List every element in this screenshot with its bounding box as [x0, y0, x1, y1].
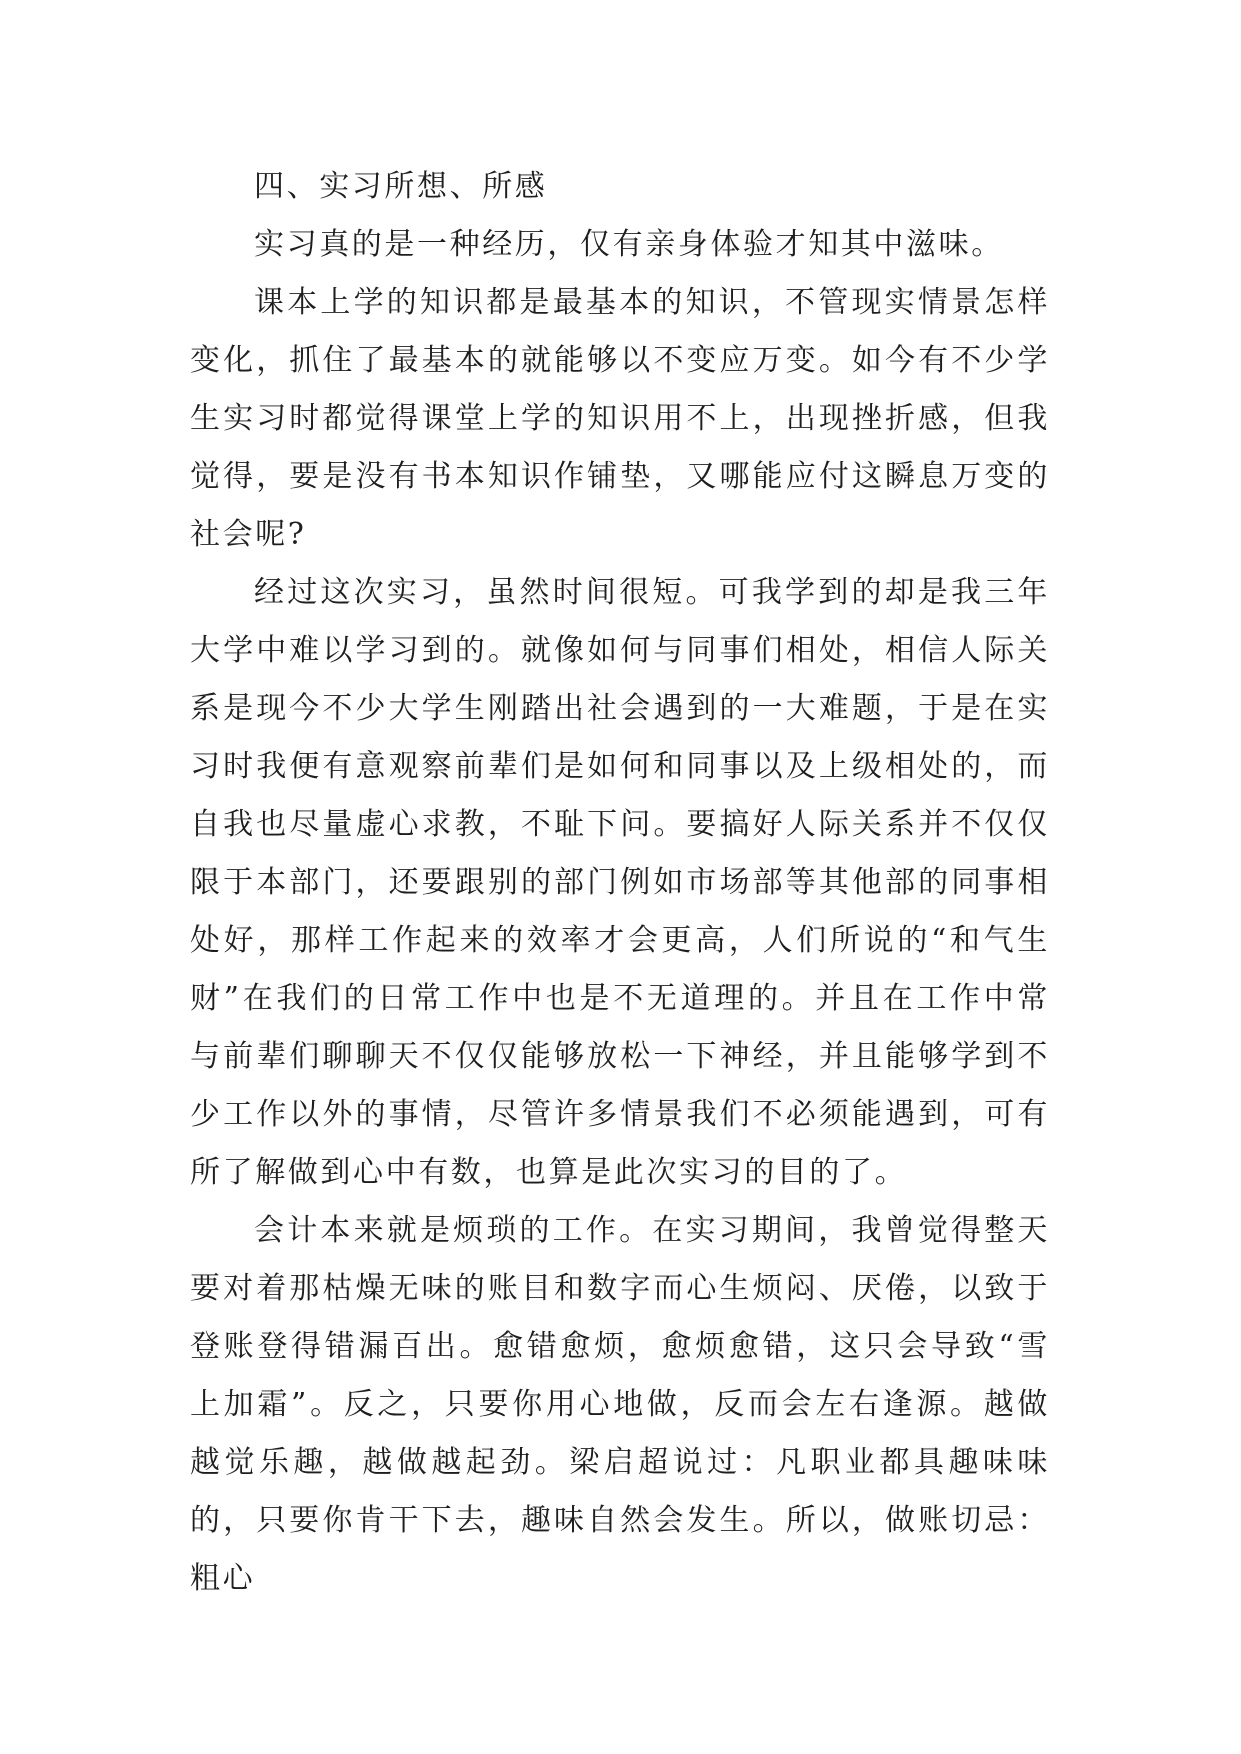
section-heading: 四、实习所想、所感: [254, 169, 548, 204]
paragraph-2: 课本上学的知识都是最基本的知识，不管现实情景怎样变化，抓住了最基本的就能够以不变应万变。如今有不少学生实习时都觉得课堂上学的知识用不上，出现挫折感，但我觉得，要是没有书本知识作铺垫，又哪能应付这瞬息万变的社会呢?: [190, 285, 1050, 552]
document-body: [190, 158, 1050, 1608]
paragraph-4: 会计本来就是烦琐的工作。在实习期间，我曾觉得整天要对着那枯燥无味的账目和数字而心生烦闷、厌倦，以致于登账登得错漏百出。愈错愈烦，愈烦愈错，这只会导致“雪上加霜”。反之，只要你用心地做，反而会左右逢源。越做越觉乐趣，越做越起劲。梁启超说过：凡职业都具趣味味的，只要你肯干下去，趣味自然会发生。所以，做账切忌：粗心: [190, 1213, 1050, 1596]
paragraph-1: 实习真的是一种经历，仅有亲身体验才知其中滋味。: [254, 227, 1004, 262]
paragraph-3: 经过这次实习，虽然时间很短。可我学到的却是我三年大学中难以学习到的。就像如何与同事们相处，相信人际关系是现今不少大学生刚踏出社会遇到的一大难题，于是在实习时我便有意观察前辈们是如何和同事以及上级相处的，而自我也尽量虚心求教，不耻下问。要搞好人际关系并不仅仅限于本部门，还要跟别的部门例如市场部等其他部的同事相处好，那样工作起来的效率才会更高，人们所说的“和气生财”在我们的日常工作中也是不无道理的。并且在工作中常与前辈们聊聊天不仅仅能够放松一下神经，并且能够学到不少工作以外的事情，尽管许多情景我们不必须能遇到，可有所了解做到心中有数，也算是此次实习的目的了。: [190, 575, 1050, 1190]
